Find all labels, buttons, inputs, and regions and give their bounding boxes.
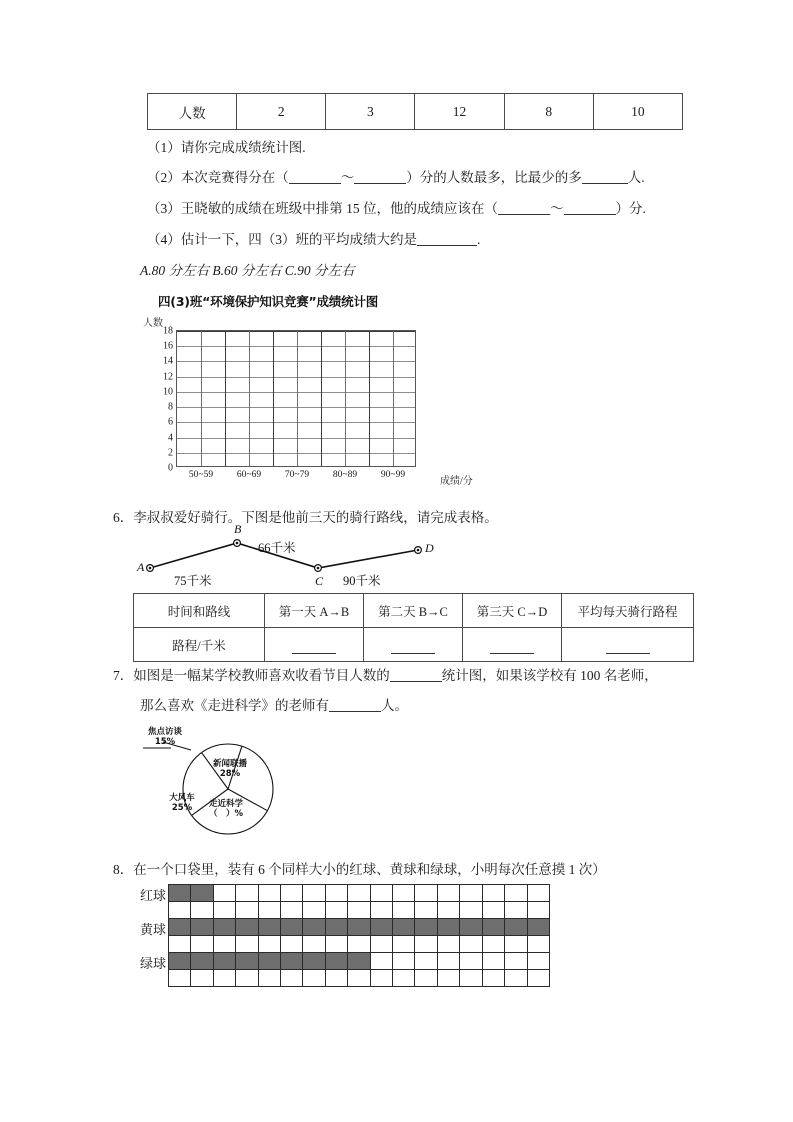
pie-label-line: 25%	[171, 802, 193, 813]
ball-cell[interactable]	[258, 970, 280, 987]
chart-x-tick: 50~59	[188, 470, 214, 480]
chart-gridline-v	[321, 331, 322, 466]
ball-cell[interactable]	[325, 970, 347, 987]
ball-cell[interactable]	[460, 885, 482, 902]
ball-cell[interactable]	[437, 919, 459, 936]
ball-cell[interactable]	[348, 953, 370, 970]
bike-route-diagram	[130, 522, 460, 590]
route-node-dot	[417, 549, 420, 552]
ball-cell[interactable]	[281, 919, 303, 936]
ball-cell[interactable]	[370, 953, 392, 970]
q7-text-a: 7．如图是一幅某学校教师喜欢收看节目人数的	[113, 668, 390, 683]
chart-y-tick: 18	[163, 325, 173, 337]
ball-cell[interactable]	[482, 919, 504, 936]
q8-prompt-text: 8．在一个口袋里，装有 6 个同样大小的红球、黄球和绿球，小明每次任意摸 1 次）	[113, 862, 606, 877]
ball-cell[interactable]	[460, 936, 482, 953]
ball-row-label-1: 红球	[139, 888, 166, 903]
ball-cell[interactable]	[169, 953, 191, 970]
ball-cell[interactable]	[505, 936, 527, 953]
chart-gridline-h	[177, 438, 415, 439]
ball-cell[interactable]	[169, 885, 191, 902]
ball-cell[interactable]	[303, 902, 325, 919]
chart-x-tick: 90~99	[380, 470, 406, 480]
chart-y-tick: 4	[168, 432, 173, 444]
ball-cell[interactable]	[236, 919, 258, 936]
ball-cell[interactable]	[258, 936, 280, 953]
q7-blank-1[interactable]	[390, 668, 442, 683]
ball-cell[interactable]	[437, 936, 459, 953]
ball-cell[interactable]	[370, 902, 392, 919]
route-point-label-b: B	[234, 522, 242, 536]
q5-sub3-text-b: ～	[550, 201, 564, 216]
ball-cell[interactable]	[281, 885, 303, 902]
chart-y-tick: 12	[163, 371, 173, 383]
q5-sub4	[147, 230, 480, 250]
table-row	[169, 919, 550, 936]
pie-label-windmill	[160, 794, 204, 814]
q5-options-text: A.80 分左右 B.60 分左右 C.90 分左右	[140, 263, 355, 278]
q5-sub2-blank-3[interactable]	[582, 170, 628, 185]
q6-prompt-text: 6．李叔叔爱好骑行。下图是他前三天的骑行路线，请完成表格。	[113, 510, 498, 525]
q5-sub3-text-c: ）分.	[615, 201, 646, 216]
ball-cell[interactable]	[527, 902, 550, 919]
route-point-label-a: A	[137, 560, 145, 574]
people-row-label: 人数	[148, 94, 237, 130]
chart-y-tick: 14	[163, 355, 173, 367]
ball-cell[interactable]	[370, 970, 392, 987]
ball-row-label-2: 黄球	[139, 922, 166, 937]
ball-cell[interactable]	[236, 953, 258, 970]
ball-cell[interactable]	[191, 902, 213, 919]
chart-y-tick: 6	[168, 416, 173, 428]
pie-label-line: 28%	[219, 768, 241, 779]
chart-gridline-v	[393, 331, 394, 466]
chart-x-tick: 80~89	[332, 470, 358, 480]
pie-label-line: 走近科学	[208, 799, 243, 809]
chart-y-tick: 16	[163, 340, 173, 352]
q8-prompt	[113, 860, 606, 880]
ball-cell[interactable]	[258, 919, 280, 936]
ball-cell[interactable]	[437, 970, 459, 987]
chart-x-tick: 60~69	[236, 470, 262, 480]
route-th-0: 时间和路线	[134, 594, 265, 628]
ball-cell[interactable]	[370, 885, 392, 902]
route-cell-blank-1[interactable]	[292, 642, 336, 654]
chart-y-axis-label: 人数	[143, 318, 163, 329]
q7-prompt-line1	[113, 666, 658, 686]
ball-row-grid-3[interactable]	[168, 952, 550, 987]
ball-cell[interactable]	[348, 936, 370, 953]
chart-gridline-h	[177, 422, 415, 423]
chart-gridline-h	[177, 377, 415, 378]
route-distance-label-1: 75千米	[174, 574, 212, 588]
tv-program-pie-chart	[125, 728, 385, 850]
ball-cell[interactable]	[325, 902, 347, 919]
ball-cell[interactable]	[325, 953, 347, 970]
ball-cell[interactable]	[393, 919, 415, 936]
ball-cell[interactable]	[303, 885, 325, 902]
q5-sub4-blank[interactable]	[417, 232, 477, 247]
ball-cell[interactable]	[505, 885, 527, 902]
table-row	[134, 628, 694, 662]
q5-options	[140, 261, 355, 281]
q5-sub2-blank-1[interactable]	[289, 170, 341, 185]
ball-cell[interactable]	[281, 902, 303, 919]
route-th-4: 平均每天骑行路程	[562, 594, 694, 628]
ball-cell[interactable]	[303, 953, 325, 970]
chart-gridline-h	[177, 361, 415, 362]
chart-y-tick: 10	[163, 386, 173, 398]
ball-cell[interactable]	[213, 902, 235, 919]
q5-sub3	[147, 199, 646, 219]
q5-sub1	[147, 138, 306, 158]
chart-title: 四(3)班“环境保护知识竞赛”成绩统计图	[158, 294, 379, 309]
pie-label-news	[202, 760, 258, 780]
q5-sub3-text-a: （3）王晓敏的成绩在班级中排第 15 位，他的成绩应该在（	[147, 201, 498, 216]
q5-sub2-text-d: 人.	[627, 170, 645, 185]
chart-y-tick: 2	[168, 447, 173, 459]
ball-cell[interactable]	[191, 953, 213, 970]
route-th-3: 第三天 C→D	[463, 594, 562, 628]
ball-cell[interactable]	[191, 885, 213, 902]
ball-cell[interactable]	[415, 902, 437, 919]
pie-label-line: 焦点访谈	[147, 727, 182, 737]
ball-cell[interactable]	[482, 953, 504, 970]
ball-cell[interactable]	[236, 902, 258, 919]
people-cell-4: 8	[504, 94, 593, 130]
pie-label-line: 新闻联播	[212, 759, 247, 769]
ball-cell[interactable]	[393, 885, 415, 902]
route-cell-blank-4[interactable]	[606, 642, 650, 654]
route-cell-4[interactable]	[562, 628, 694, 662]
ball-row-label-3: 绿球	[139, 956, 166, 971]
table-row	[169, 970, 550, 987]
table-row	[169, 885, 550, 902]
people-count-table	[147, 93, 683, 130]
ball-cell[interactable]	[527, 936, 550, 953]
ball-cell[interactable]	[303, 936, 325, 953]
ball-cell[interactable]	[258, 902, 280, 919]
ball-cell[interactable]	[415, 953, 437, 970]
chart-gridline-v	[297, 331, 298, 466]
ball-cell[interactable]	[348, 885, 370, 902]
ball-cell[interactable]	[191, 970, 213, 987]
ball-cell[interactable]	[325, 936, 347, 953]
chart-x-tick: 70~79	[284, 470, 310, 480]
ball-cell[interactable]	[169, 970, 191, 987]
ball-cell[interactable]	[415, 936, 437, 953]
ball-cell[interactable]	[281, 936, 303, 953]
ball-cell[interactable]	[393, 953, 415, 970]
route-cell-blank-2[interactable]	[391, 642, 435, 654]
q7-text-b: 统计图，如果该学校有 100 名老师，	[441, 668, 658, 683]
route-point-label-c: C	[315, 574, 324, 588]
q5-sub2-blank-2[interactable]	[354, 170, 406, 185]
ball-cell[interactable]	[460, 919, 482, 936]
ball-cell[interactable]	[460, 902, 482, 919]
ball-cell[interactable]	[482, 902, 504, 919]
ball-cell[interactable]	[325, 919, 347, 936]
ball-cell[interactable]	[527, 919, 550, 936]
ball-cell[interactable]	[505, 919, 527, 936]
people-cell-1: 2	[237, 94, 326, 130]
ball-cell[interactable]	[169, 936, 191, 953]
ball-cell[interactable]	[191, 936, 213, 953]
ball-row-grid-1[interactable]	[168, 884, 550, 919]
q5-sub4-text-a: （4）估计一下，四（3）班的平均成绩大约是	[147, 232, 417, 247]
route-distance-label-3: 90千米	[343, 574, 381, 588]
chart-gridline-h	[177, 331, 415, 332]
ball-cell[interactable]	[370, 919, 392, 936]
ball-row-grid-2[interactable]	[168, 918, 550, 953]
chart-gridline-v	[273, 331, 274, 466]
route-distance-label-2: 66千米	[258, 541, 296, 555]
ball-cell[interactable]	[370, 936, 392, 953]
pie-label-line: 15%	[154, 736, 176, 747]
pie-label-line: （ ）%	[208, 808, 244, 819]
ball-cell[interactable]	[348, 970, 370, 987]
chart-gridline-v	[201, 331, 202, 466]
ball-cell[interactable]	[281, 953, 303, 970]
ball-cell[interactable]	[258, 885, 280, 902]
ball-cell[interactable]	[303, 919, 325, 936]
people-cell-2: 3	[326, 94, 415, 130]
pie-label-focus	[135, 728, 195, 748]
q7-text-c: 那么喜欢《走进科学》的老师有	[140, 698, 329, 713]
route-distance-table	[133, 593, 694, 662]
chart-gridline-h	[177, 453, 415, 454]
q7-blank-2[interactable]	[329, 698, 381, 713]
ball-cell[interactable]	[415, 885, 437, 902]
chart-x-axis-label: 成绩/分	[440, 476, 473, 487]
ball-cell[interactable]	[236, 970, 258, 987]
ball-cell[interactable]	[527, 885, 550, 902]
ball-cell[interactable]	[437, 953, 459, 970]
ball-cell[interactable]	[460, 953, 482, 970]
table-row	[148, 94, 683, 130]
ball-cell[interactable]	[393, 902, 415, 919]
q5-sub1-text: （1）请你完成成绩统计图.	[147, 140, 306, 155]
ball-cell[interactable]	[213, 936, 235, 953]
table-row	[169, 902, 550, 919]
ball-cell[interactable]	[281, 970, 303, 987]
ball-cell[interactable]	[415, 919, 437, 936]
ball-cell[interactable]	[482, 970, 504, 987]
ball-cell[interactable]	[505, 953, 527, 970]
ball-cell[interactable]	[213, 970, 235, 987]
ball-cell[interactable]	[437, 902, 459, 919]
ball-cell[interactable]	[303, 970, 325, 987]
route-cell-blank-3[interactable]	[490, 642, 534, 654]
ball-cell[interactable]	[348, 902, 370, 919]
q7-prompt-line2	[140, 696, 408, 716]
ball-cell[interactable]	[236, 885, 258, 902]
ball-cell[interactable]	[169, 919, 191, 936]
people-cell-5: 10	[593, 94, 682, 130]
chart-gridline-v	[249, 331, 250, 466]
ball-cell[interactable]	[258, 953, 280, 970]
pie-label-science	[197, 800, 255, 820]
score-statistics-chart	[140, 292, 485, 492]
chart-plot-area[interactable]	[163, 325, 416, 480]
chart-gridline-v	[345, 331, 346, 466]
route-node-dot	[236, 542, 239, 545]
ball-draw-grid	[120, 884, 550, 1014]
route-node-dot	[317, 567, 320, 570]
ball-cell[interactable]	[482, 936, 504, 953]
table-row	[169, 953, 550, 970]
ball-cell[interactable]	[393, 970, 415, 987]
route-cell-2[interactable]	[364, 628, 463, 662]
chart-gridline-h	[177, 407, 415, 408]
ball-cell[interactable]	[505, 902, 527, 919]
ball-cell[interactable]	[191, 919, 213, 936]
ball-cell[interactable]	[236, 936, 258, 953]
q5-sub2-text-b: ～	[340, 170, 355, 185]
ball-cell[interactable]	[348, 919, 370, 936]
ball-cell[interactable]	[527, 953, 550, 970]
ball-cell[interactable]	[393, 936, 415, 953]
route-th-1: 第一天 A→B	[265, 594, 364, 628]
route-row-label: 路程/千米	[134, 628, 265, 662]
ball-cell[interactable]	[505, 970, 527, 987]
ball-cell[interactable]	[437, 885, 459, 902]
q5-sub4-text-b: .	[477, 232, 481, 247]
route-cell-3[interactable]	[463, 628, 562, 662]
ball-cell[interactable]	[213, 919, 235, 936]
q5-sub3-blank-2[interactable]	[564, 201, 616, 216]
chart-gridline-h	[177, 392, 415, 393]
ball-cell[interactable]	[325, 885, 347, 902]
chart-y-tick: 8	[168, 401, 173, 413]
q5-sub3-blank-1[interactable]	[498, 201, 550, 216]
pie-label-line: 大风车	[169, 793, 195, 803]
ball-cell[interactable]	[415, 970, 437, 987]
q5-sub2	[147, 168, 645, 188]
table-row	[169, 936, 550, 953]
chart-gridline-h	[177, 346, 415, 347]
table-row-header	[134, 594, 694, 628]
people-cell-3: 12	[415, 94, 504, 130]
route-node-dot	[149, 567, 152, 570]
route-point-label-d: D	[425, 541, 434, 555]
ball-cell[interactable]	[213, 885, 235, 902]
q5-sub2-text-c: ）分的人数最多，比最少的多	[406, 170, 582, 185]
chart-y-tick: 0	[168, 462, 173, 474]
chart-gridline-v	[369, 331, 370, 466]
ball-cell[interactable]	[527, 970, 550, 987]
q7-text-d: 人。	[381, 698, 408, 713]
ball-cell[interactable]	[460, 970, 482, 987]
route-cell-1[interactable]	[265, 628, 364, 662]
ball-cell[interactable]	[213, 953, 235, 970]
ball-cell[interactable]	[169, 902, 191, 919]
chart-gridline-v	[225, 331, 226, 466]
q5-sub2-text-a: （2）本次竞赛得分在（	[147, 170, 289, 185]
route-th-2: 第二天 B→C	[364, 594, 463, 628]
ball-cell[interactable]	[482, 885, 504, 902]
